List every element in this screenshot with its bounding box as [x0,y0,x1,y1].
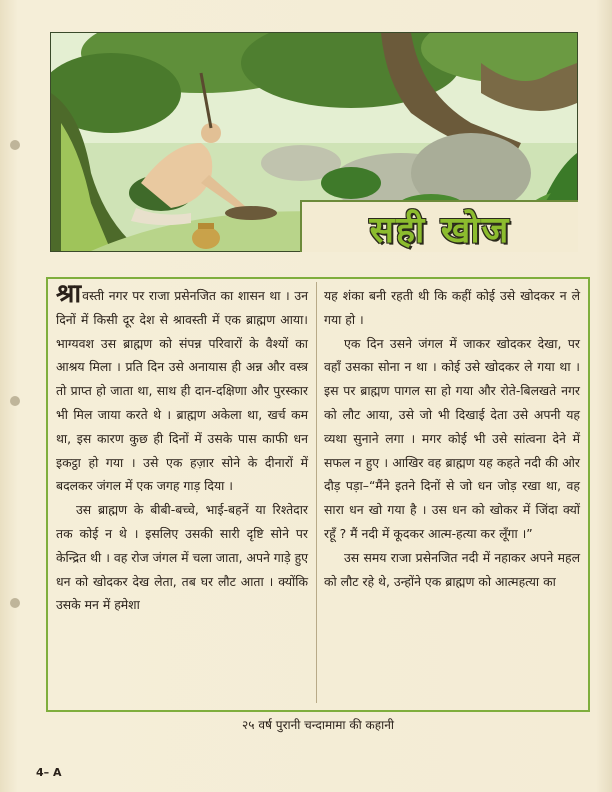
right-column [324,284,580,593]
title-panel [300,200,578,252]
drop-cap: श्रा [56,279,82,309]
binding-hole [10,598,20,608]
page-number: 4– A [36,766,62,779]
column-divider [316,282,317,703]
footer-caption: २५ वर्ष पुरानी चन्दामामा की कहानी [242,718,394,732]
paragraph-text: वस्ती नगर पर राजा प्रसेनजित का शासन था । उन दिनों में किसी दूर देश से श्रावस्ती में एक ब्राह्मण आया। भाग्यवश उस ब्राह्मण को संपन्न परिवारों के वैश्यों का आश्रय मिला । प्रति दिन उसे अनायास ही अन्न और वस्त्र तो प्राप्त हो जाता था, साथ ही दान-दक्षिणा और पुरस्कार भी मिल जाया करते थे । ब्राह्मण अकेला था, खर्च कम था, इस कारण कुछ ही दिनों में उसके पास काफी धन इकट्ठा हो गया । उसे एक हज़ार सोने के दीनारों में बदलकर जंगल में एक जगह गाड़ दिया । [56,288,308,494]
paragraph: एक दिन उसने जंगल में जाकर खोदकर देखा, पर वहाँ उसका सोना न था । कोई उसे खोदकर ले गया था । इस पर ब्राह्मण पागल सा हो गया और रोते-बिलखते नगर को लौट आया, उसे जो भी दिखाई देता उसे अपनी यह व्यथा सुनाने लगा । मगर कोई भी उसे सांत्वना देने में सफल न हुए । आखिर वह ब्राह्मण यह कहते नदी की ओर दौड़ पड़ा–“मैंने इतने दिनों से जो धन जोड़ रखा था, वह सारा धन खो गया है । उस धन को खोकर में जिंदा क्यों रहूँ ? मैं नदी में कूदकर आत्म-हत्या कर लूँगा ।” [324,335,580,541]
paragraph [56,279,308,498]
left-column [56,279,308,617]
binding-hole [10,140,20,150]
paragraph: उस समय राजा प्रसेनजित नदी में नहाकर अपने महल को लौट रहे थे, उन्होंने एक ब्राह्मण को आत्महत्या का [324,549,580,589]
paragraph: यह शंका बनी रहती थी कि कहीं कोई उसे खोदकर न ले गया हो । [324,288,580,327]
binding-hole [10,396,20,406]
story-title: सही खोज [369,210,511,251]
paragraph: उस ब्राह्मण के बीबी-बच्चे, भाई-बहनें या रिश्तेदार तक कोई न थे । इसलिए उसकी सारी दृष्टि सोने पर केन्द्रित थी । वह रोज जंगल में चला जाता, अपने गाड़े हुए धन को खोदकर देख लेता, तब घर लौट आता । क्योंकि उसके मन में हमेशा [56,502,308,613]
